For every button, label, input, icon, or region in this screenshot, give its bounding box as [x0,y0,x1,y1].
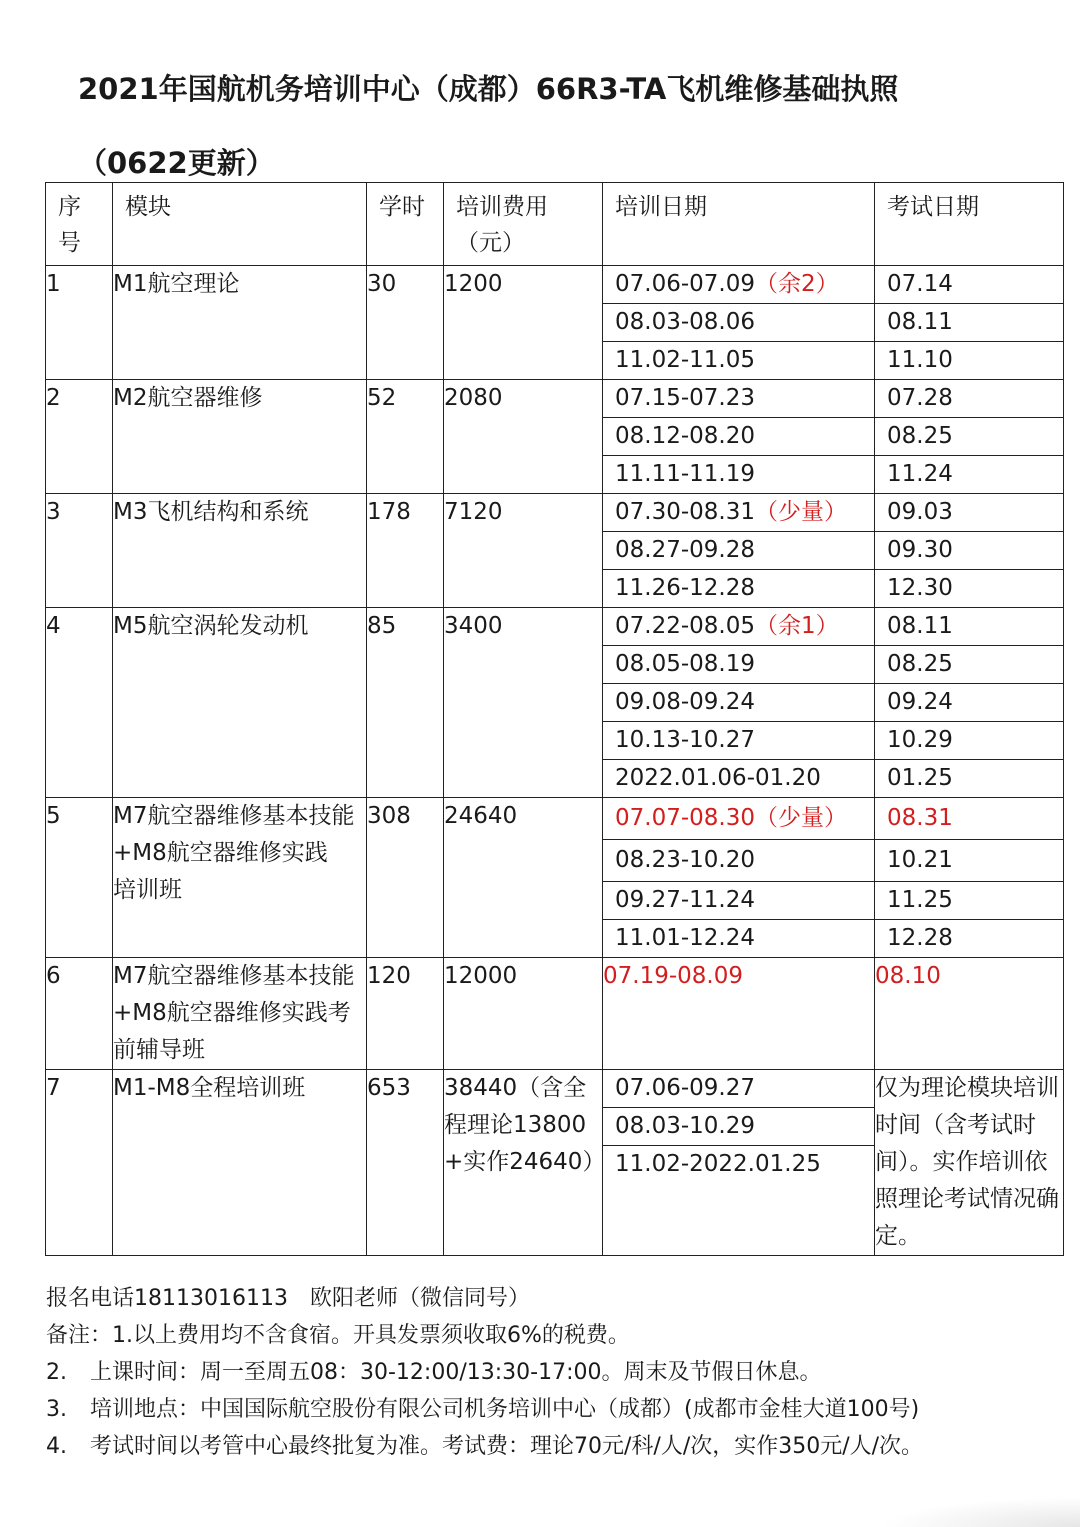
exam-date: 08.10 [875,958,1064,1070]
train-date: 07.30-08.31（少量） [603,494,874,532]
exam-dates [875,798,1064,958]
row-module: M3飞机结构和系统 [113,494,367,608]
seat-note: （余1） [755,613,839,639]
exam-date: 09.30 [875,532,1063,570]
exam-date: 12.30 [887,575,953,601]
header-no: 序号 [46,183,113,266]
table-row [46,958,1064,1070]
row-hours: 85 [367,608,444,798]
train-dates [603,266,875,380]
row-hours: 52 [367,380,444,494]
row-no: 4 [46,608,113,798]
row-fee: 3400 [444,608,603,798]
train-date: 2022.01.06-01.20 [615,765,821,791]
table-header-row [46,183,1064,266]
train-date: 07.06-09.27 [603,1070,874,1108]
exam-date: 10.29 [875,722,1063,760]
train-date: 08.27-09.28 [603,532,874,570]
header-exam-date: 考试日期 [875,183,1064,266]
exam-date: 07.28 [875,380,1063,418]
exam-date: 11.10 [887,347,953,373]
row-no: 1 [46,266,113,380]
note-line: 4. 考试时间以考管中心最终批复为准。考试费：理论70元/科/人/次，实作350元/人/次。 [46,1434,924,1459]
train-date: 07.19-08.09 [603,958,875,1070]
train-dates [603,380,875,494]
exam-date: 08.31 [875,798,1063,840]
train-dates [603,798,875,958]
exam-date: 08.11 [875,608,1063,646]
exam-date: 08.25 [875,418,1063,456]
exam-dates [875,380,1064,494]
table-row [46,494,1064,608]
table-row [46,608,1064,798]
train-date: 07.07-08.30（少量） [603,798,874,840]
schedule-table [45,182,1064,1256]
train-date: 09.08-09.24 [603,684,874,722]
header-hours: 学时 [367,183,444,266]
train-date: 08.03-08.06 [603,304,874,342]
exam-date: 10.21 [875,840,1063,882]
exam-dates [875,608,1064,798]
train-date: 08.12-08.20 [603,418,874,456]
row-module: M7航空器维修基本技能+M8航空器维修实践考前辅导班 [113,958,367,1070]
exam-dates [875,266,1064,380]
train-date: 11.11-11.19 [615,461,755,487]
exam-date: 11.24 [887,461,953,487]
row-module: M2航空器维修 [113,380,367,494]
row-no: 2 [46,380,113,494]
train-date: 08.03-10.29 [603,1108,874,1146]
exam-date: 11.25 [875,882,1063,920]
row-hours: 178 [367,494,444,608]
exam-dates [875,494,1064,608]
exam-date: 01.25 [887,765,953,791]
row-fee: 7120 [444,494,603,608]
row-fee: 38440（含全程理论13800+实作24640） [444,1070,603,1256]
train-date: 07.06-07.09（余2） [603,266,874,304]
train-date: 11.26-12.28 [615,575,755,601]
header-train-date: 培训日期 [603,183,875,266]
row-hours: 308 [367,798,444,958]
page-title: 2021年国航机务培训中心（成都）66R3-TA飞机维修基础执照 （0622更新） [78,72,899,180]
header-fee: 培训费用（元） [444,183,603,266]
row-module: M1航空理论 [113,266,367,380]
train-date: 11.02-11.05 [615,347,755,373]
row-hours: 653 [367,1070,444,1256]
train-date: 10.13-10.27 [603,722,874,760]
seat-note: （余2） [755,271,839,297]
train-dates [603,1070,875,1256]
note-line: 备注：1.以上费用均不含食宿。开具发票须收取6%的税费。 [46,1323,630,1348]
notes-section [46,1280,1046,1465]
train-date: 11.01-12.24 [615,925,755,951]
row-module: M1-M8全程培训班 [113,1070,367,1256]
header-module: 模块 [113,183,367,266]
train-date: 07.22-08.05（余1） [603,608,874,646]
train-dates [603,608,875,798]
row-fee: 2080 [444,380,603,494]
row-module: M5航空涡轮发动机 [113,608,367,798]
table-row [46,1070,1064,1256]
exam-date: 12.28 [887,925,953,951]
exam-date: 07.14 [875,266,1063,304]
row-hours: 120 [367,958,444,1070]
row-no: 6 [46,958,113,1070]
row-fee: 1200 [444,266,603,380]
train-dates [603,494,875,608]
row-hours: 30 [367,266,444,380]
exam-note: 仅为理论模块培训时间（含考试时间）。实作培训依照理论考试情况确定。 [875,1070,1064,1256]
row-fee: 24640 [444,798,603,958]
note-line: 2. 上课时间：周一至周五08：30-12:00/13:30-17:00。周末及节假日休息。 [46,1360,822,1385]
train-date: 08.05-08.19 [603,646,874,684]
train-date: 09.27-11.24 [603,882,874,920]
note-line: 3. 培训地点：中国国际航空股份有限公司机务培训中心（成都）(成都市金桂大道100号) [46,1397,920,1422]
row-module: M7航空器维修基本技能+M8航空器维修实践 培训班 [113,798,367,958]
row-no: 3 [46,494,113,608]
row-no: 5 [46,798,113,958]
table-row [46,380,1064,494]
seat-note: （少量） [755,499,847,525]
row-no: 7 [46,1070,113,1256]
corner-shadow [880,1497,1080,1527]
exam-date: 08.25 [875,646,1063,684]
table-row [46,266,1064,380]
train-date: 07.15-07.23 [603,380,874,418]
contact-line: 报名电话18113016113 欧阳老师（微信同号） [46,1286,530,1311]
row-fee: 12000 [444,958,603,1070]
train-date: 11.02-2022.01.25 [615,1151,821,1177]
table-row [46,798,1064,958]
exam-date: 09.03 [875,494,1063,532]
train-date: 08.23-10.20 [603,840,874,882]
exam-date: 08.11 [875,304,1063,342]
exam-date: 09.24 [875,684,1063,722]
